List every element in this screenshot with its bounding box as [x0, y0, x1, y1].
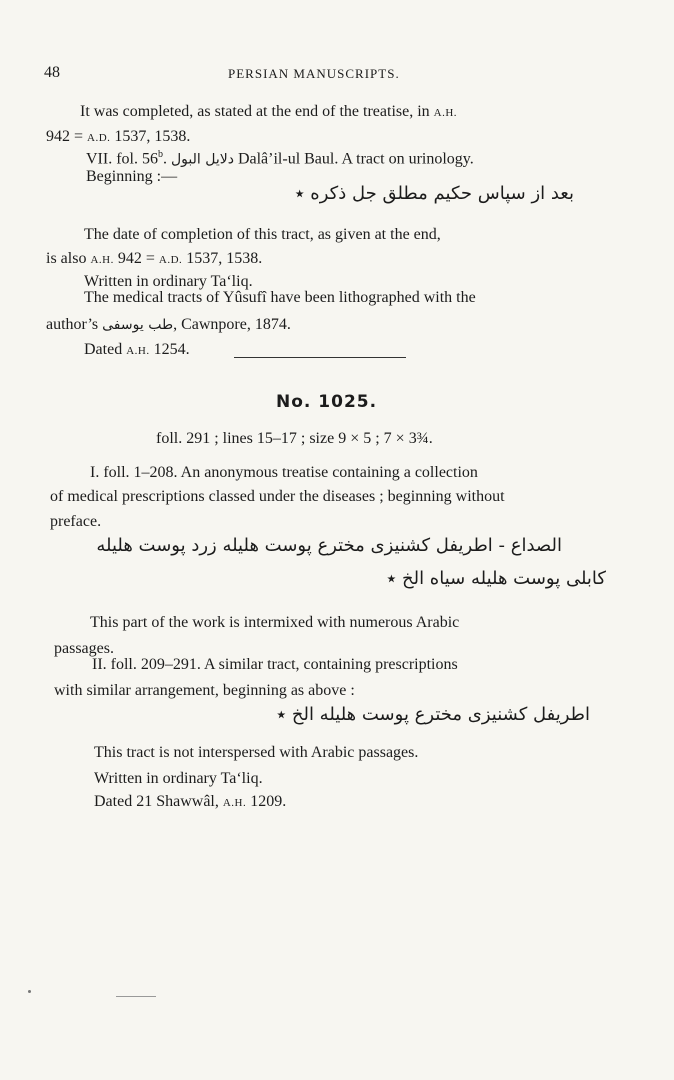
small-caps-ad: A.D.	[87, 132, 111, 144]
text-line: preface.	[50, 513, 102, 530]
section-title: No. 1025.	[276, 392, 378, 412]
running-title: PERSIAN MANUSCRIPTS.	[228, 66, 400, 81]
small-caps-ah: A.H.	[433, 107, 458, 119]
text-line: passages.	[54, 640, 114, 657]
text-span: It was completed, as stated at the end of the treatise, in	[80, 103, 434, 120]
text-span: is also	[46, 250, 91, 267]
page-speck	[28, 990, 31, 993]
arabic-line: کابلی پوست هلیله سیاه الخ ٭	[386, 568, 606, 589]
text-line: Beginning :—	[86, 168, 178, 185]
text-span: , Cawnpore, 1874.	[173, 316, 291, 333]
text-line: This part of the work is intermixed with numerous Arabic	[90, 614, 460, 631]
text-span: Dated	[84, 341, 127, 358]
page-smudge	[116, 996, 156, 997]
text-line	[80, 102, 457, 123]
text-span: Dalâ’il-ul Baul. A tract on urinology.	[233, 150, 474, 168]
text-line: of medical prescriptions classed under the diseases ; beginning without	[50, 488, 505, 505]
small-caps-ah: A.H.	[222, 797, 247, 809]
text-line	[84, 340, 190, 361]
text-line: The medical tracts of Yûsufî have been lithographed with the	[84, 289, 476, 306]
arabic-line: الصداع - اطریفل کشنیزی مخترع پوست هلیله زرد پوست هلیله	[96, 535, 562, 556]
arabic-line: بعد از سپاس حکیم مطلق جل ذکره ٭	[294, 183, 574, 204]
text-span: 942 =	[46, 128, 88, 145]
text-span: author’s	[46, 316, 103, 333]
small-caps-ah: A.H.	[90, 254, 114, 266]
superscript: b	[157, 149, 163, 160]
small-caps-ah: A.H.	[126, 345, 150, 357]
text-line: This tract is not interspersed with Arabic passages.	[94, 744, 419, 761]
text-line	[94, 792, 286, 813]
arabic-line: اطریفل کشنیزی مخترع پوست هلیله الخ ٭	[276, 704, 590, 725]
arabic-inline: دلایل البول	[170, 151, 234, 168]
text-line: I. foll. 1–208. An anonymous treatise containing a collection	[90, 464, 478, 481]
arabic-inline: طب یوسفی	[102, 317, 174, 333]
text-line: with similar arrangement, beginning as above :	[54, 682, 355, 699]
page-number: 48	[44, 64, 60, 81]
text-span: 1209.	[246, 793, 287, 810]
text-line: Written in ordinary Ta‘liq.	[94, 770, 263, 787]
text-span: 1537, 1538.	[110, 128, 191, 145]
text-span: VII. fol. 56	[86, 150, 158, 168]
text-span: .	[162, 150, 171, 168]
text-line: The date of completion of this tract, as given at the end,	[84, 226, 441, 243]
text-span: Dated 21 Shawwâl,	[94, 793, 223, 810]
text-line	[46, 249, 262, 270]
text-span: 1254.	[149, 341, 190, 358]
text-span: 942 =	[113, 250, 159, 267]
text-line: II. foll. 209–291. A similar tract, containing prescriptions	[92, 656, 458, 673]
text-span: 1537, 1538.	[182, 250, 263, 267]
section-divider	[234, 357, 406, 358]
text-line	[86, 145, 474, 169]
small-caps-ad: A.D.	[158, 254, 183, 266]
text-line: Written in ordinary Ta‘liq.	[84, 273, 253, 290]
manuscript-meta: foll. 291 ; lines 15–17 ; size 9 × 5 ; 7 × 3¾.	[156, 430, 433, 447]
text-line	[46, 315, 291, 335]
